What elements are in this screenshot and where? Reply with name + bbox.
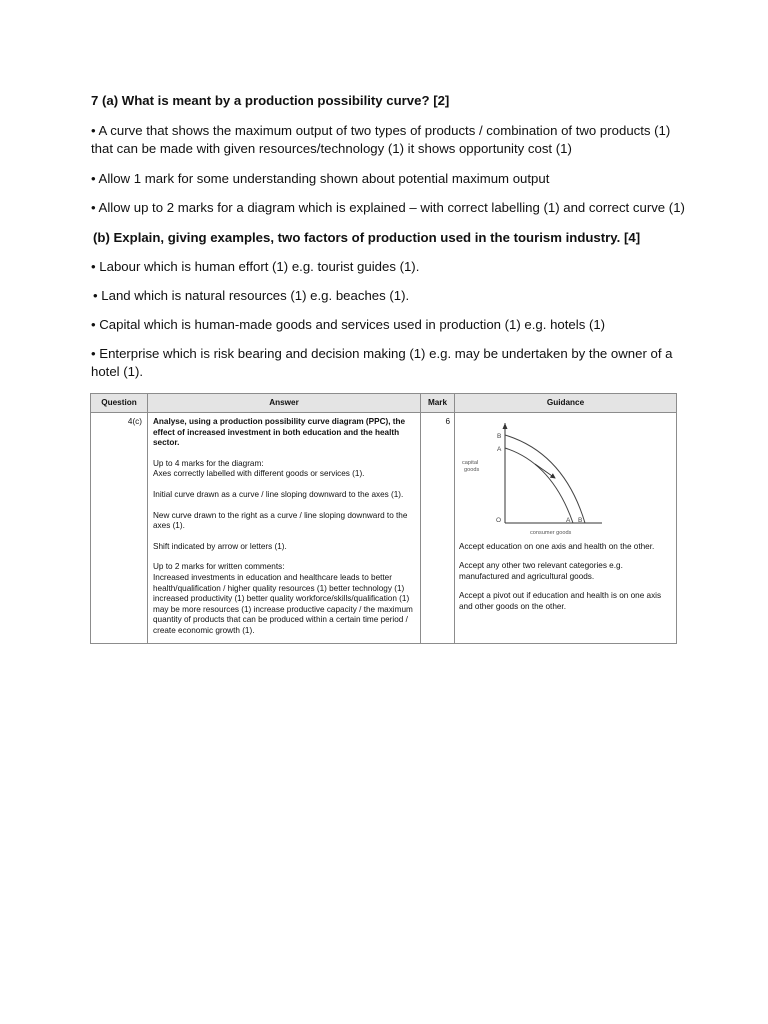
y-axis-arrowhead	[503, 423, 508, 429]
answer-cell	[148, 413, 421, 644]
answer-line: Up to 2 marks for written comments:	[153, 562, 285, 572]
x-label-a: A	[566, 517, 571, 524]
q7b-heading: (b) Explain, giving examples, two factors of production used in the tourism industry. [4]	[93, 230, 641, 245]
q7b-bullet-4: • Enterprise which is risk bearing and decision making (1) e.g. may be undertaken by the owner of a hotel (1).	[91, 346, 673, 379]
table-header-row	[91, 394, 677, 413]
x-axis-label: consumer goods	[530, 530, 572, 536]
answer-line: New curve drawn to the right as a curve / line sloping downward to the axes (1).	[153, 510, 408, 531]
table-row	[91, 413, 677, 644]
guidance-line: Accept education on one axis and health on the other.	[459, 541, 655, 551]
q7a-heading: 7 (a) What is meant by a production possibility curve? [2]	[91, 93, 450, 108]
q7b-bullet-3: • Capital which is human-made goods and services used in production (1) e.g. hotels (1)	[91, 317, 606, 332]
answer-written-marks	[153, 562, 415, 636]
header-mark: Mark	[421, 394, 455, 413]
mark-scheme-table	[90, 393, 677, 644]
answer-line: Initial curve drawn as a curve / line sloping downward to the axes (1).	[153, 489, 404, 499]
header-guidance: Guidance	[455, 394, 677, 413]
question-number: 4(c)	[91, 413, 148, 644]
answer-heading: Analyse, using a production possibility curve diagram (PPC), the effect of increased investment in both education and the health sector.	[153, 417, 406, 448]
header-question: Question	[91, 394, 148, 413]
q7b-bullet-1: • Labour which is human effort (1) e.g. tourist guides (1).	[91, 259, 420, 274]
ppc-diagram	[459, 416, 659, 538]
answer-line: Axes correctly labelled with different goods or services (1).	[153, 469, 365, 479]
answer-line: Shift indicated by arrow or letters (1).	[153, 541, 287, 551]
y-label-b: B	[497, 433, 502, 440]
q7a-bullet-2: • Allow 1 mark for some understanding shown about potential maximum output	[91, 171, 550, 186]
header-answer: Answer	[148, 394, 421, 413]
y-axis-label: capital	[462, 460, 479, 466]
guidance-cell	[455, 413, 677, 644]
q7a-bullet-1: • A curve that shows the maximum output of two types of products / combination of two products (1) that can be made with given resources/technology (1) it shows opportunity cost (1)	[91, 123, 671, 156]
q7b-bullet-2: • Land which is natural resources (1) e.g. beaches (1).	[93, 288, 410, 303]
guidance-line: Accept a pivot out if education and health is on one axis and other goods on the other.	[459, 591, 662, 611]
ppc-curve-a	[505, 448, 573, 523]
answer-line: Increased investments in education and healthcare leads to better health/qualification / higher quality resources (1) better technology (1) increased productivity (1) better quality workforce/skills/qualification (1) may be more resources (1) increase productive capacity / the maximum quantity of products that can be produced within a certain time period / create economic growth (1).	[153, 572, 413, 635]
y-label-a: A	[497, 446, 502, 453]
ppc-curve-b	[505, 435, 585, 523]
q7a-bullet-3: • Allow up to 2 marks for a diagram which is explained – with correct labelling (1) and correct curve (1)	[91, 200, 685, 215]
answer-line: Up to 4 marks for the diagram:	[153, 458, 264, 468]
mark-value: 6	[421, 413, 455, 644]
x-label-b: B	[578, 517, 583, 524]
origin-label: O	[496, 517, 502, 524]
answer-diagram-marks	[153, 459, 415, 480]
y-axis-label-2: goods	[464, 467, 480, 473]
guidance-line: Accept any other two relevant categories e.g. manufactured and agricultural goods.	[459, 561, 623, 581]
shift-arrow	[535, 464, 555, 478]
